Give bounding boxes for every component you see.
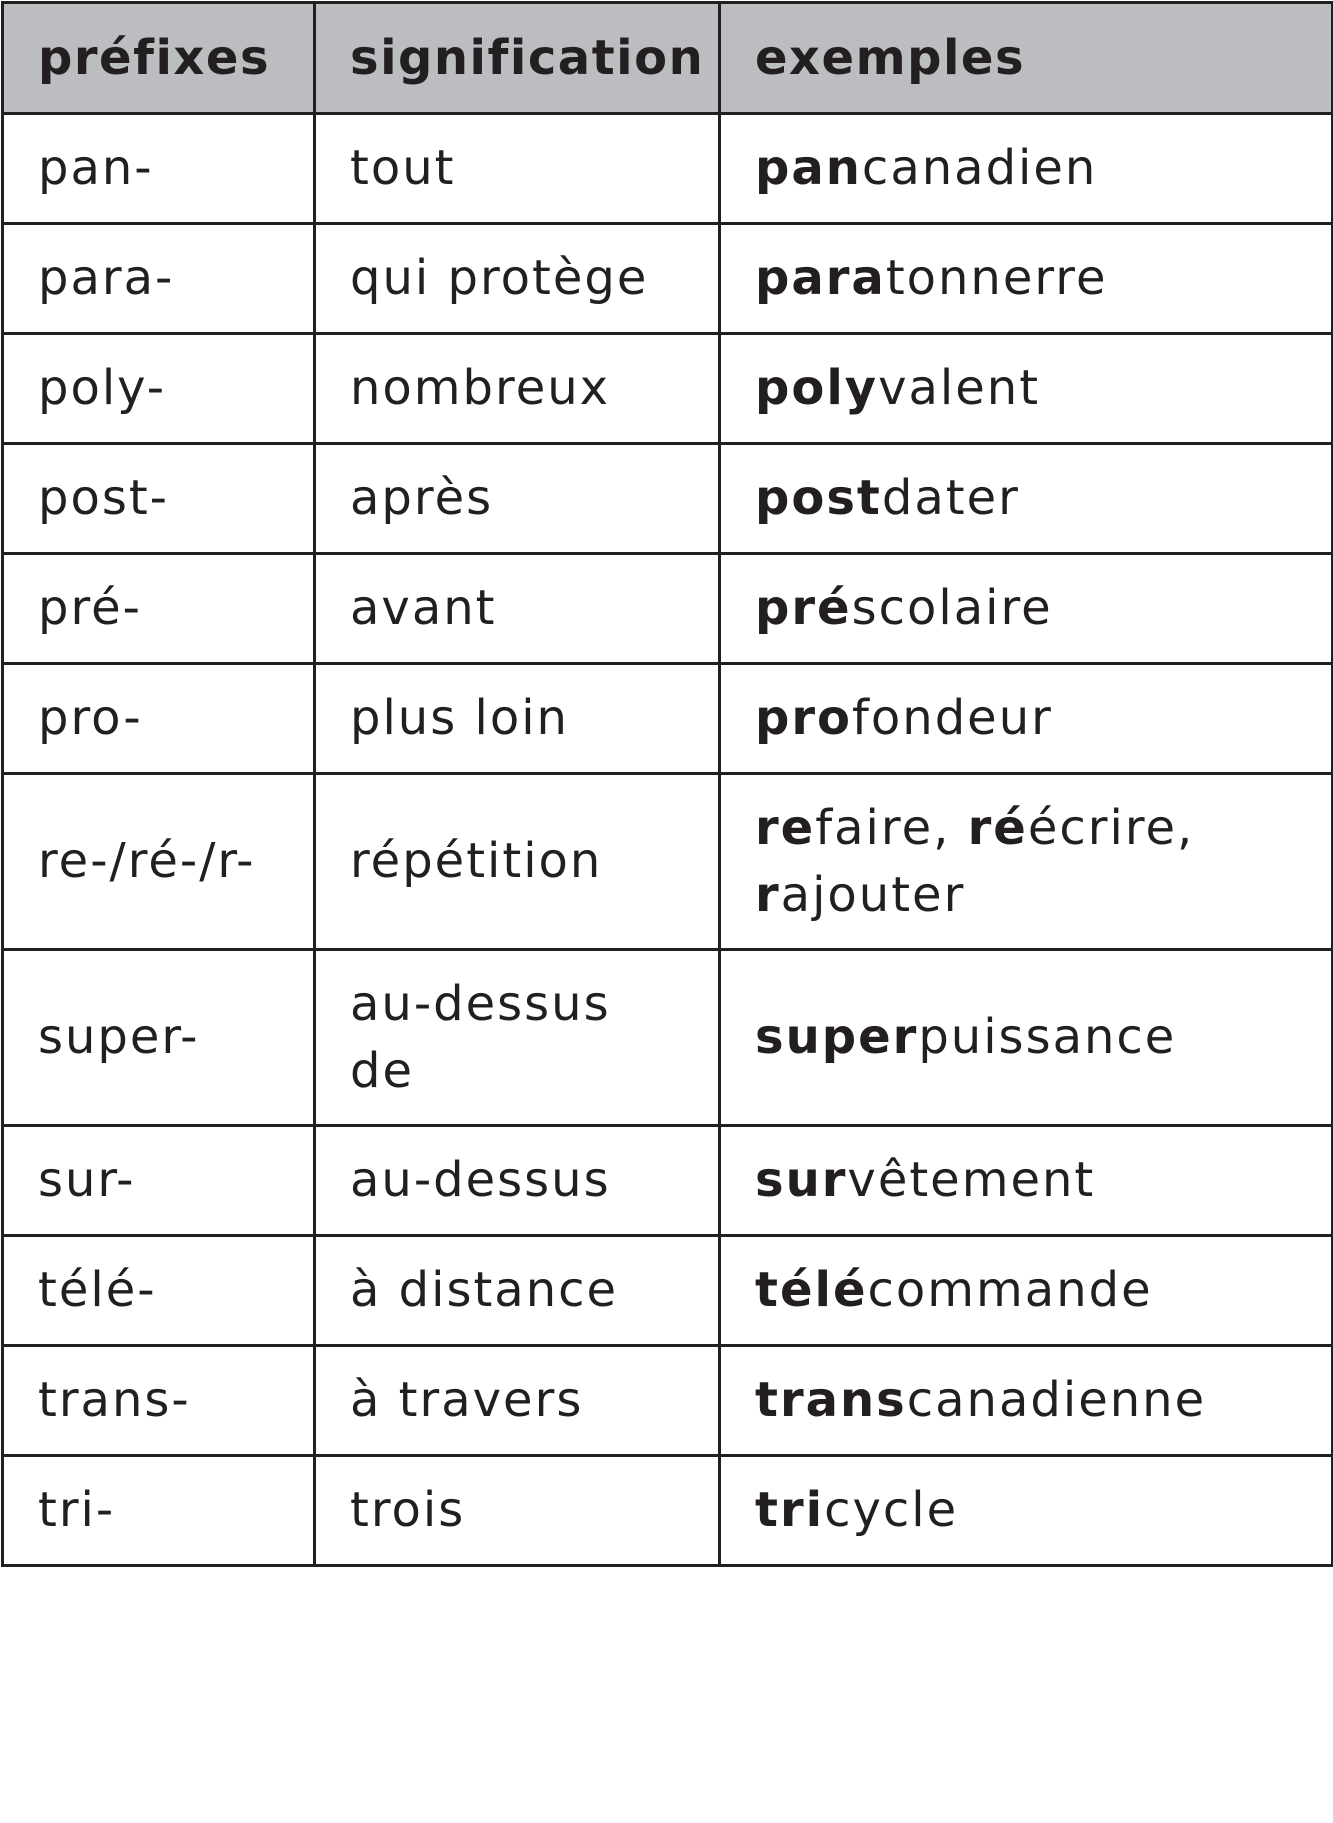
example-rest-part: ajouter — [780, 866, 966, 923]
example-rest-part: dater — [881, 470, 1020, 526]
example-prefix-part: trans — [755, 1372, 907, 1428]
table-header — [3, 3, 1333, 114]
table-row — [3, 444, 1333, 554]
example-prefix-part: tri — [755, 1482, 825, 1538]
meaning-cell: qui protège — [315, 224, 720, 334]
table-row — [3, 1236, 1333, 1346]
meaning-cell: plus loin — [315, 664, 720, 774]
meaning-cell: à distance — [315, 1236, 720, 1346]
prefix-cell: télé- — [3, 1236, 315, 1346]
example-prefix-part: télé — [755, 1262, 868, 1318]
example-rest-part: vêtement — [847, 1152, 1096, 1208]
example-cell — [720, 1456, 1333, 1566]
example-cell — [720, 444, 1333, 554]
prefix-cell: pré- — [3, 554, 315, 664]
example-cell — [720, 950, 1333, 1126]
example-rest-part: canadien — [861, 140, 1098, 196]
example-cell — [720, 334, 1333, 444]
table-body — [3, 114, 1333, 1566]
example-rest-part: tonnerre — [885, 250, 1108, 306]
table-row — [3, 1456, 1333, 1566]
example-prefix-part: pré — [755, 580, 852, 636]
meaning-cell: au-dessus de — [315, 950, 720, 1126]
prefix-cell: pan- — [3, 114, 315, 224]
example-rest-part: canadienne — [906, 1372, 1207, 1428]
header-prefixes: préfixes — [3, 3, 315, 114]
meaning-cell: à travers — [315, 1346, 720, 1456]
example-cell — [720, 1126, 1333, 1236]
prefix-cell: super- — [3, 950, 315, 1126]
example-prefix-part: sur — [755, 1152, 848, 1208]
meaning-cell: après — [315, 444, 720, 554]
meaning-cell: au-dessus — [315, 1126, 720, 1236]
table-row — [3, 554, 1333, 664]
example-prefix-part: r — [755, 866, 781, 923]
example-rest-part: écrire, — [1027, 799, 1195, 856]
prefix-cell: para- — [3, 224, 315, 334]
meaning-cell: trois — [315, 1456, 720, 1566]
example-cell — [720, 1346, 1333, 1456]
example-rest-part: scolaire — [851, 580, 1053, 636]
example-prefix-part: poly — [755, 360, 879, 416]
prefix-cell: pro- — [3, 664, 315, 774]
example-prefix-part: re — [755, 799, 816, 856]
prefix-cell: poly- — [3, 334, 315, 444]
example-prefix-part: pro — [755, 690, 853, 746]
header-row — [3, 3, 1333, 114]
example-prefix-part: para — [755, 250, 886, 306]
example-cell — [720, 554, 1333, 664]
prefix-cell: sur- — [3, 1126, 315, 1236]
example-rest-part: fondeur — [852, 690, 1053, 746]
table-row — [3, 1126, 1333, 1236]
example-prefix-part: ré — [967, 799, 1028, 856]
prefix-cell: re-/ré-/r- — [3, 774, 315, 950]
example-rest-part: commande — [867, 1262, 1153, 1318]
header-signification: signification — [315, 3, 720, 114]
example-rest-part: faire, — [815, 799, 968, 856]
example-prefix-part: super — [755, 1009, 919, 1065]
table-row — [3, 664, 1333, 774]
example-cell — [720, 664, 1333, 774]
prefix-cell: post- — [3, 444, 315, 554]
header-exemples: exemples — [720, 3, 1333, 114]
example-prefix-part: post — [755, 470, 882, 526]
prefix-table — [1, 1, 1333, 1567]
meaning-cell: nombreux — [315, 334, 720, 444]
meaning-cell: répétition — [315, 774, 720, 950]
example-cell — [720, 1236, 1333, 1346]
table-row — [3, 334, 1333, 444]
table-row — [3, 114, 1333, 224]
table-row — [3, 1346, 1333, 1456]
table-row — [3, 224, 1333, 334]
meaning-cell: avant — [315, 554, 720, 664]
table-row — [3, 774, 1333, 950]
example-cell — [720, 114, 1333, 224]
example-rest-part: valent — [878, 360, 1041, 416]
example-rest-part: cycle — [824, 1482, 959, 1538]
example-rest-part: puissance — [918, 1009, 1177, 1065]
prefix-cell: tri- — [3, 1456, 315, 1566]
example-prefix-part: pan — [755, 140, 862, 196]
example-cell — [720, 774, 1333, 950]
example-cell — [720, 224, 1333, 334]
meaning-cell: tout — [315, 114, 720, 224]
table-row — [3, 950, 1333, 1126]
prefix-cell: trans- — [3, 1346, 315, 1456]
